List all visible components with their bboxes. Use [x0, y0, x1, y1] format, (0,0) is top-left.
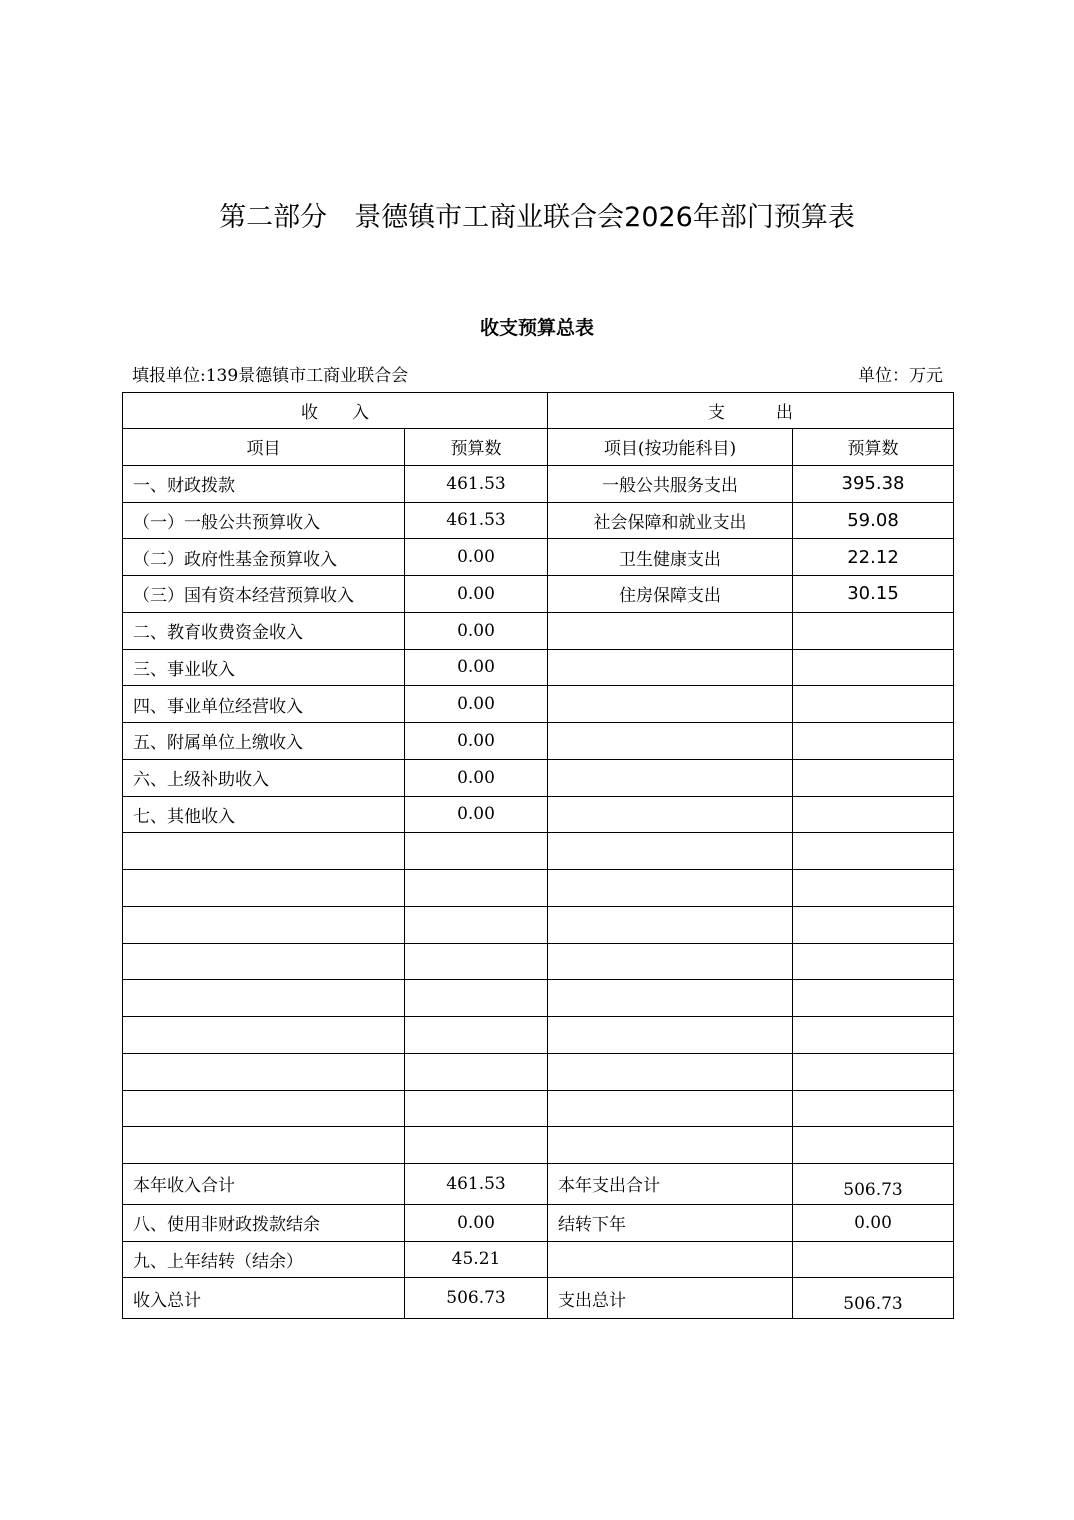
expense-value — [793, 943, 954, 980]
income-item: （二）政府性基金预算收入 — [123, 539, 405, 576]
income-value: 0.00 — [405, 686, 548, 723]
total-row — [123, 1241, 954, 1278]
expense-item: 本年支出合计 — [548, 1164, 793, 1205]
table-row — [123, 465, 954, 502]
income-value — [405, 833, 548, 870]
col-item-function: 项目(按功能科目) — [548, 429, 793, 466]
expense-value: 395.38 — [793, 465, 954, 502]
income-value: 0.00 — [405, 759, 548, 796]
income-item: 七、其他收入 — [123, 796, 405, 833]
income-item: 收入总计 — [123, 1278, 405, 1319]
total-row — [123, 1164, 954, 1205]
income-item — [123, 833, 405, 870]
table-row — [123, 502, 954, 539]
expense-header: 支 出 — [548, 393, 954, 429]
table-title: 收支预算总表 — [479, 317, 594, 339]
income-item — [123, 1053, 405, 1090]
expense-item — [548, 870, 793, 907]
income-item: （三）国有资本经营预算收入 — [123, 576, 405, 613]
expense-value — [793, 906, 954, 943]
income-header: 收 入 — [123, 393, 548, 429]
column-header-row — [123, 429, 954, 466]
expense-item — [548, 1127, 793, 1164]
expense-item: 结转下年 — [548, 1204, 793, 1241]
empty-row — [123, 906, 954, 943]
income-value: 0.00 — [405, 649, 548, 686]
table-row — [123, 796, 954, 833]
expense-item — [548, 1017, 793, 1054]
income-value — [405, 980, 548, 1017]
table-row — [123, 576, 954, 613]
budget-summary-table — [122, 392, 954, 1319]
income-item — [123, 980, 405, 1017]
empty-row — [123, 870, 954, 907]
expense-value — [793, 796, 954, 833]
income-item: 本年收入合计 — [123, 1164, 405, 1205]
expense-value — [793, 980, 954, 1017]
empty-row — [123, 1127, 954, 1164]
table-row — [123, 759, 954, 796]
income-value: 0.00 — [405, 576, 548, 613]
expense-value — [793, 759, 954, 796]
expense-item — [548, 980, 793, 1017]
empty-row — [123, 833, 954, 870]
income-item: 一、财政拨款 — [123, 465, 405, 502]
table-header-row — [123, 393, 954, 429]
income-item — [123, 1090, 405, 1127]
income-item: 五、附属单位上缴收入 — [123, 723, 405, 760]
income-item — [123, 1017, 405, 1054]
income-item — [123, 870, 405, 907]
income-value: 461.53 — [405, 465, 548, 502]
income-item: 九、上年结转（结余） — [123, 1241, 405, 1278]
expense-item — [548, 649, 793, 686]
income-item: 六、上级补助收入 — [123, 759, 405, 796]
reporting-unit: 填报单位:139景德镇市工商业联合会 — [132, 366, 409, 386]
expense-value — [793, 1241, 954, 1278]
expense-value — [793, 1127, 954, 1164]
income-value: 0.00 — [405, 539, 548, 576]
expense-item — [548, 906, 793, 943]
income-value — [405, 1090, 548, 1127]
expense-value — [793, 870, 954, 907]
page-title: 第二部分 景德镇市工商业联合会2026年部门预算表 — [219, 202, 855, 233]
income-value: 0.00 — [405, 796, 548, 833]
income-item: （一）一般公共预算收入 — [123, 502, 405, 539]
expense-value: 506.73 — [793, 1164, 954, 1205]
expense-item — [548, 796, 793, 833]
income-value: 461.53 — [405, 502, 548, 539]
income-item: 四、事业单位经营收入 — [123, 686, 405, 723]
income-item — [123, 1127, 405, 1164]
empty-row — [123, 1017, 954, 1054]
col-budget-expense: 预算数 — [793, 429, 954, 466]
expense-value: 22.12 — [793, 539, 954, 576]
expense-value: 30.15 — [793, 576, 954, 613]
empty-row — [123, 1053, 954, 1090]
table-row — [123, 723, 954, 760]
income-value: 0.00 — [405, 1204, 548, 1241]
expense-item — [548, 943, 793, 980]
col-item: 项目 — [123, 429, 405, 466]
expense-item — [548, 833, 793, 870]
expense-item — [548, 1241, 793, 1278]
table-meta — [132, 361, 943, 386]
expense-item — [548, 723, 793, 760]
income-item: 二、教育收费资金收入 — [123, 612, 405, 649]
expense-item: 卫生健康支出 — [548, 539, 793, 576]
income-value: 461.53 — [405, 1164, 548, 1205]
income-item: 三、事业收入 — [123, 649, 405, 686]
income-value — [405, 1127, 548, 1164]
currency-unit: 单位：万元 — [858, 366, 943, 386]
expense-item: 住房保障支出 — [548, 576, 793, 613]
income-item: 八、使用非财政拨款结余 — [123, 1204, 405, 1241]
expense-item: 社会保障和就业支出 — [548, 502, 793, 539]
expense-value — [793, 612, 954, 649]
income-value — [405, 1053, 548, 1090]
expense-value — [793, 649, 954, 686]
col-budget: 预算数 — [405, 429, 548, 466]
expense-item: 一般公共服务支出 — [548, 465, 793, 502]
expense-value: 0.00 — [793, 1204, 954, 1241]
income-item — [123, 943, 405, 980]
expense-value — [793, 686, 954, 723]
income-value — [405, 1017, 548, 1054]
expense-value — [793, 833, 954, 870]
expense-item — [548, 759, 793, 796]
income-value: 0.00 — [405, 612, 548, 649]
income-item — [123, 906, 405, 943]
income-value: 506.73 — [405, 1278, 548, 1319]
expense-item — [548, 1090, 793, 1127]
empty-row — [123, 1090, 954, 1127]
expense-value — [793, 1090, 954, 1127]
income-value — [405, 870, 548, 907]
income-value: 45.21 — [405, 1241, 548, 1278]
income-value — [405, 906, 548, 943]
expense-item — [548, 612, 793, 649]
expense-value: 59.08 — [793, 502, 954, 539]
expense-value — [793, 1053, 954, 1090]
table-row — [123, 686, 954, 723]
expense-value: 506.73 — [793, 1278, 954, 1319]
total-row — [123, 1278, 954, 1319]
income-value: 0.00 — [405, 723, 548, 760]
table-row — [123, 612, 954, 649]
expense-item: 支出总计 — [548, 1278, 793, 1319]
table-row — [123, 539, 954, 576]
expense-value — [793, 1017, 954, 1054]
expense-value — [793, 723, 954, 760]
table-row — [123, 649, 954, 686]
empty-row — [123, 943, 954, 980]
expense-item — [548, 1053, 793, 1090]
expense-item — [548, 686, 793, 723]
income-value — [405, 943, 548, 980]
empty-row — [123, 980, 954, 1017]
total-row — [123, 1204, 954, 1241]
